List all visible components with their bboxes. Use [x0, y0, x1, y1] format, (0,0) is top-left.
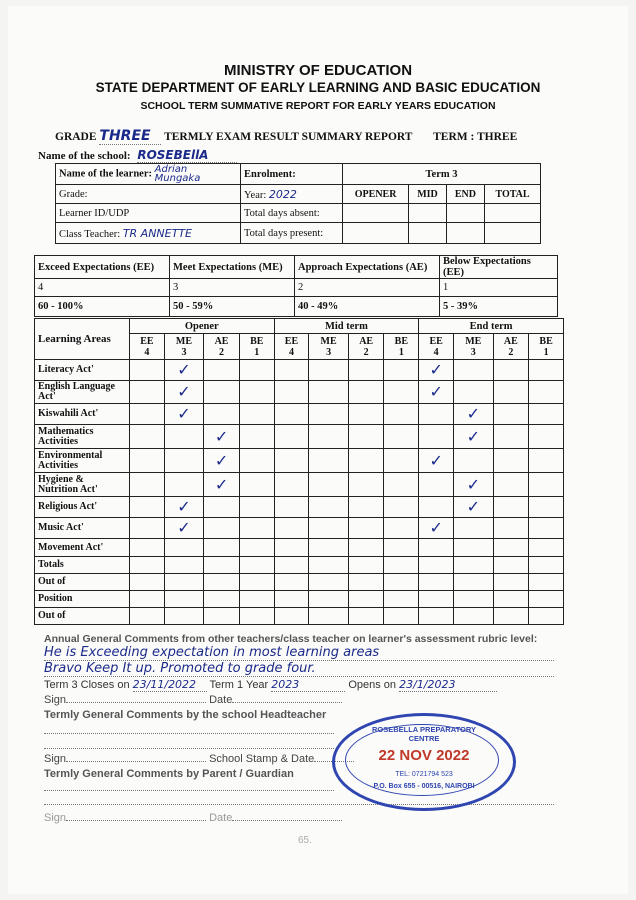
score-cell: [309, 574, 348, 591]
score-cell: [274, 608, 309, 625]
score-cell: [130, 473, 165, 497]
headteacher-label: Termly General Comments by the school Headteacher: [44, 709, 327, 721]
score-cell: [419, 608, 454, 625]
score-cell: [419, 497, 454, 518]
score-cell: [239, 381, 274, 404]
learning-area-label: Mathematics Activities: [35, 425, 130, 449]
score-cell: [454, 381, 493, 404]
score-cell: [493, 608, 529, 625]
group-midterm: Mid term: [274, 319, 419, 334]
learning-area-label: Kiswahili Act': [35, 404, 130, 425]
score-cell: [239, 574, 274, 591]
level-header-0-1: ME 3: [164, 334, 203, 360]
score-cell: [130, 591, 165, 608]
score-cell: [529, 539, 564, 557]
score-cell: [274, 539, 309, 557]
opens-date: 23/1/2023: [399, 678, 497, 692]
score-cell: [348, 518, 384, 539]
learning-area-label: Position: [35, 591, 130, 608]
result-row: [35, 360, 564, 381]
score-cell: [529, 518, 564, 539]
grade-line: [55, 128, 517, 145]
teacher-cell: Class Teacher: TR ANNETTE: [56, 223, 241, 244]
score-cell: [529, 425, 564, 449]
learner-table: [55, 163, 541, 244]
score-cell: [204, 497, 240, 518]
score-cell: [348, 539, 384, 557]
score-cell: [130, 608, 165, 625]
score-cell: [239, 360, 274, 381]
score-cell: [239, 539, 274, 557]
score-cell: [204, 608, 240, 625]
next-year: 2023: [271, 678, 345, 692]
learner-name-cell: Name of the learner: Adrian Mungaka: [56, 164, 241, 185]
grade-value: THREE: [99, 128, 161, 145]
score-cell: [309, 557, 348, 574]
result-row: [35, 591, 564, 608]
learning-area-label: Out of: [35, 574, 130, 591]
score-cell: [274, 404, 309, 425]
checkmark-icon: ✓: [204, 473, 240, 497]
score-cell: [348, 425, 384, 449]
headteacher-line-2: [44, 748, 334, 749]
result-row: [35, 404, 564, 425]
score-cell: [204, 591, 240, 608]
score-cell: [204, 404, 240, 425]
score-cell: [130, 497, 165, 518]
score-cell: [419, 425, 454, 449]
school-value: ROSEBEllA: [137, 148, 237, 163]
level-header-1-1: ME 3: [309, 334, 348, 360]
result-row: [35, 518, 564, 539]
checkmark-icon: ✓: [164, 497, 203, 518]
score-cell: [493, 497, 529, 518]
score-cell: [384, 425, 419, 449]
key-level-1: 1: [440, 279, 558, 297]
key-range-be: 5 - 39%: [440, 297, 558, 317]
score-cell: [419, 574, 454, 591]
score-cell: [164, 574, 203, 591]
level-header-1-0: EE 4: [274, 334, 309, 360]
closes-date: 23/11/2022: [133, 678, 207, 692]
parent-line-2: [44, 804, 554, 805]
score-cell: [384, 473, 419, 497]
score-cell: [493, 425, 529, 449]
score-cell: [130, 539, 165, 557]
score-cell: [529, 608, 564, 625]
checkmark-icon: ✓: [164, 360, 203, 381]
score-cell: [529, 557, 564, 574]
page-number: 65.: [298, 835, 312, 846]
learning-area-label: English Language Act': [35, 381, 130, 404]
score-cell: [309, 425, 348, 449]
score-cell: [529, 381, 564, 404]
score-cell: [493, 591, 529, 608]
score-cell: [130, 557, 165, 574]
level-header-2-2: AE 2: [493, 334, 529, 360]
sign-line-3: Sign Date: [44, 812, 342, 824]
stamp-tel: TEL: 0721794 523: [395, 771, 453, 778]
group-endterm: End term: [419, 319, 564, 334]
score-cell: [493, 449, 529, 473]
score-cell: [309, 539, 348, 557]
parent-line-1: [44, 790, 334, 791]
checkmark-icon: ✓: [204, 449, 240, 473]
result-row: [35, 473, 564, 497]
year-value: 2022: [268, 187, 297, 201]
results-table: [34, 318, 564, 625]
checkmark-icon: ✓: [454, 425, 493, 449]
sign-line-1: Sign Date: [44, 694, 342, 706]
score-cell: [164, 557, 203, 574]
score-cell: [309, 473, 348, 497]
score-cell: [454, 449, 493, 473]
score-cell: [419, 557, 454, 574]
score-cell: [239, 591, 274, 608]
learning-area-label: Hygiene & Nutrition Act': [35, 473, 130, 497]
score-cell: [384, 518, 419, 539]
score-cell: [348, 608, 384, 625]
key-range-ae: 40 - 49%: [295, 297, 440, 317]
score-cell: [130, 381, 165, 404]
learner-last-name: Mungaka: [154, 173, 201, 184]
score-cell: [239, 425, 274, 449]
score-cell: [529, 591, 564, 608]
score-cell: [348, 404, 384, 425]
ministry-title: MINISTRY OF EDUCATION: [223, 62, 413, 79]
key-me-header: Meet Expectations (ME): [170, 256, 295, 279]
summary-label: TERMLY EXAM RESULT SUMMARY REPORT: [164, 131, 413, 143]
checkmark-icon: ✓: [204, 425, 240, 449]
result-row: [35, 539, 564, 557]
learning-areas-header: Learning Areas: [35, 319, 130, 360]
score-cell: [309, 381, 348, 404]
department-title: STATE DEPARTMENT OF EARLY LEARNING AND BASIC EDUCATION: [95, 80, 541, 95]
score-cell: [164, 449, 203, 473]
score-cell: [493, 539, 529, 557]
school-label: Name of the school:: [38, 150, 131, 162]
checkmark-icon: ✓: [419, 381, 454, 404]
score-cell: [274, 497, 309, 518]
enrolment-label: Enrolment:: [241, 164, 343, 185]
result-row: [35, 425, 564, 449]
score-cell: [239, 404, 274, 425]
score-cell: [384, 497, 419, 518]
year-cell: Year: 2022: [241, 185, 343, 204]
level-header-0-2: AE 2: [204, 334, 240, 360]
score-cell: [274, 574, 309, 591]
score-cell: [204, 574, 240, 591]
score-cell: [164, 425, 203, 449]
score-cell: [384, 360, 419, 381]
score-cell: [164, 608, 203, 625]
score-cell: [204, 381, 240, 404]
present-label: Total days present:: [241, 223, 343, 244]
checkmark-icon: ✓: [454, 473, 493, 497]
stamp-date-label: School Stamp & Date: [209, 753, 315, 765]
score-cell: [529, 574, 564, 591]
score-cell: [348, 574, 384, 591]
score-cell: [493, 557, 529, 574]
learner-id-label: Learner ID/UDP: [56, 204, 241, 223]
result-row: [35, 557, 564, 574]
comment-line-2: Bravo Keep It up. Promoted to grade four.: [44, 661, 554, 677]
col-mid: MID: [409, 185, 447, 204]
level-header-1-2: AE 2: [348, 334, 384, 360]
stamp-address: P.O. Box 655 - 00516, NAIROBI: [373, 783, 475, 790]
grade-label: GRADE: [55, 131, 97, 143]
term-header: Term 3: [343, 164, 541, 185]
score-cell: [493, 404, 529, 425]
score-cell: [419, 591, 454, 608]
score-cell: [239, 473, 274, 497]
score-cell: [384, 591, 419, 608]
score-cell: [130, 425, 165, 449]
headteacher-line-1: [44, 733, 334, 734]
score-cell: [419, 404, 454, 425]
score-cell: [164, 591, 203, 608]
score-cell: [204, 360, 240, 381]
score-cell: [274, 360, 309, 381]
col-end: END: [446, 185, 484, 204]
score-cell: [204, 557, 240, 574]
score-cell: [529, 360, 564, 381]
teacher-value: TR ANNETTE: [122, 226, 192, 240]
key-ee-header: Exceed Expectations (EE): [35, 256, 170, 279]
score-cell: [239, 497, 274, 518]
key-table: [34, 255, 558, 317]
level-header-1-3: BE 1: [384, 334, 419, 360]
term-dates-line: Term 3 Closes on 23/11/2022 Term 1 Year 2023 Opens on 23/1/2023: [44, 678, 497, 692]
term-label: TERM : THREE: [433, 131, 518, 143]
key-range-ee: 60 - 100%: [35, 297, 170, 317]
score-cell: [130, 574, 165, 591]
score-cell: [274, 425, 309, 449]
learning-area-label: Movement Act': [35, 539, 130, 557]
score-cell: [454, 539, 493, 557]
score-cell: [384, 449, 419, 473]
level-header-2-3: BE 1: [529, 334, 564, 360]
score-cell: [384, 404, 419, 425]
score-cell: [348, 473, 384, 497]
score-cell: [348, 360, 384, 381]
score-cell: [419, 473, 454, 497]
learning-area-label: Totals: [35, 557, 130, 574]
key-level-4: 4: [35, 279, 170, 297]
checkmark-icon: ✓: [419, 518, 454, 539]
learning-area-label: Music Act': [35, 518, 130, 539]
annual-comments-label: Annual General Comments from other teachers/class teacher on learner's assessment rubric level:: [44, 633, 538, 645]
report-title: SCHOOL TERM SUMMATIVE REPORT FOR EARLY YEARS EDUCATION: [140, 100, 496, 112]
score-cell: [348, 591, 384, 608]
score-cell: [130, 518, 165, 539]
stamp-school-name: ROSEBELLA PREPARATORY CENTRE: [371, 725, 477, 743]
score-cell: [454, 591, 493, 608]
score-cell: [309, 518, 348, 539]
score-cell: [164, 473, 203, 497]
score-cell: [454, 574, 493, 591]
checkmark-icon: ✓: [164, 381, 203, 404]
score-cell: [529, 473, 564, 497]
score-cell: [493, 381, 529, 404]
checkmark-icon: ✓: [164, 518, 203, 539]
score-cell: [454, 608, 493, 625]
score-cell: [309, 404, 348, 425]
score-cell: [274, 518, 309, 539]
result-row: [35, 449, 564, 473]
level-header-2-1: ME 3: [454, 334, 493, 360]
score-cell: [384, 539, 419, 557]
result-row: [35, 497, 564, 518]
absent-label: Total days absent:: [241, 204, 343, 223]
school-line: [38, 148, 237, 163]
score-cell: [348, 557, 384, 574]
result-row: [35, 381, 564, 404]
col-total: TOTAL: [485, 185, 541, 204]
col-opener: OPENER: [343, 185, 409, 204]
learning-area-label: Out of: [35, 608, 130, 625]
parent-comments-label: Termly General Comments by Parent / Guardian: [44, 768, 294, 780]
score-cell: [130, 449, 165, 473]
score-cell: [529, 497, 564, 518]
score-cell: [309, 591, 348, 608]
result-row: [35, 574, 564, 591]
school-stamp: [332, 713, 516, 811]
learning-area-label: Environmental Activities: [35, 449, 130, 473]
score-cell: [164, 539, 203, 557]
key-range-me: 50 - 59%: [170, 297, 295, 317]
key-ae-header: Approach Expectations (AE): [295, 256, 440, 279]
score-cell: [239, 557, 274, 574]
level-header-0-3: BE 1: [239, 334, 274, 360]
score-cell: [348, 449, 384, 473]
key-level-2: 2: [295, 279, 440, 297]
score-cell: [384, 557, 419, 574]
score-cell: [130, 360, 165, 381]
level-header-2-0: EE 4: [419, 334, 454, 360]
score-cell: [309, 449, 348, 473]
learning-area-label: Literacy Act': [35, 360, 130, 381]
score-cell: [204, 518, 240, 539]
checkmark-icon: ✓: [419, 449, 454, 473]
checkmark-icon: ✓: [454, 497, 493, 518]
score-cell: [529, 449, 564, 473]
comment-line-1: He is Exceeding expectation in most learning areas: [44, 645, 554, 661]
score-cell: [419, 539, 454, 557]
score-cell: [493, 360, 529, 381]
score-cell: [493, 518, 529, 539]
score-cell: [348, 497, 384, 518]
score-cell: [384, 574, 419, 591]
result-row: [35, 608, 564, 625]
score-cell: [274, 381, 309, 404]
checkmark-icon: ✓: [454, 404, 493, 425]
score-cell: [454, 360, 493, 381]
score-cell: [204, 539, 240, 557]
score-cell: [493, 473, 529, 497]
score-cell: [348, 381, 384, 404]
score-cell: [529, 404, 564, 425]
score-cell: [274, 591, 309, 608]
score-cell: [384, 608, 419, 625]
score-cell: [239, 449, 274, 473]
level-header-0-0: EE 4: [130, 334, 165, 360]
checkmark-icon: ✓: [164, 404, 203, 425]
score-cell: [493, 574, 529, 591]
grade-label-cell: Grade:: [56, 185, 241, 204]
score-cell: [454, 557, 493, 574]
score-cell: [274, 473, 309, 497]
learning-area-label: Religious Act': [35, 497, 130, 518]
sign-line-2: Sign School Stamp & Date: [44, 753, 354, 765]
score-cell: [384, 381, 419, 404]
score-cell: [274, 449, 309, 473]
score-cell: [454, 518, 493, 539]
key-level-3: 3: [170, 279, 295, 297]
group-opener: Opener: [130, 319, 275, 334]
score-cell: [130, 404, 165, 425]
score-cell: [309, 360, 348, 381]
learner-first-name: Adrian: [154, 164, 188, 175]
score-cell: [309, 497, 348, 518]
checkmark-icon: ✓: [419, 360, 454, 381]
key-be-header: Below Expectations (EE): [440, 256, 558, 279]
score-cell: [274, 557, 309, 574]
stamp-date: 22 NOV 2022: [378, 747, 470, 764]
score-cell: [239, 608, 274, 625]
score-cell: [309, 608, 348, 625]
score-cell: [239, 518, 274, 539]
